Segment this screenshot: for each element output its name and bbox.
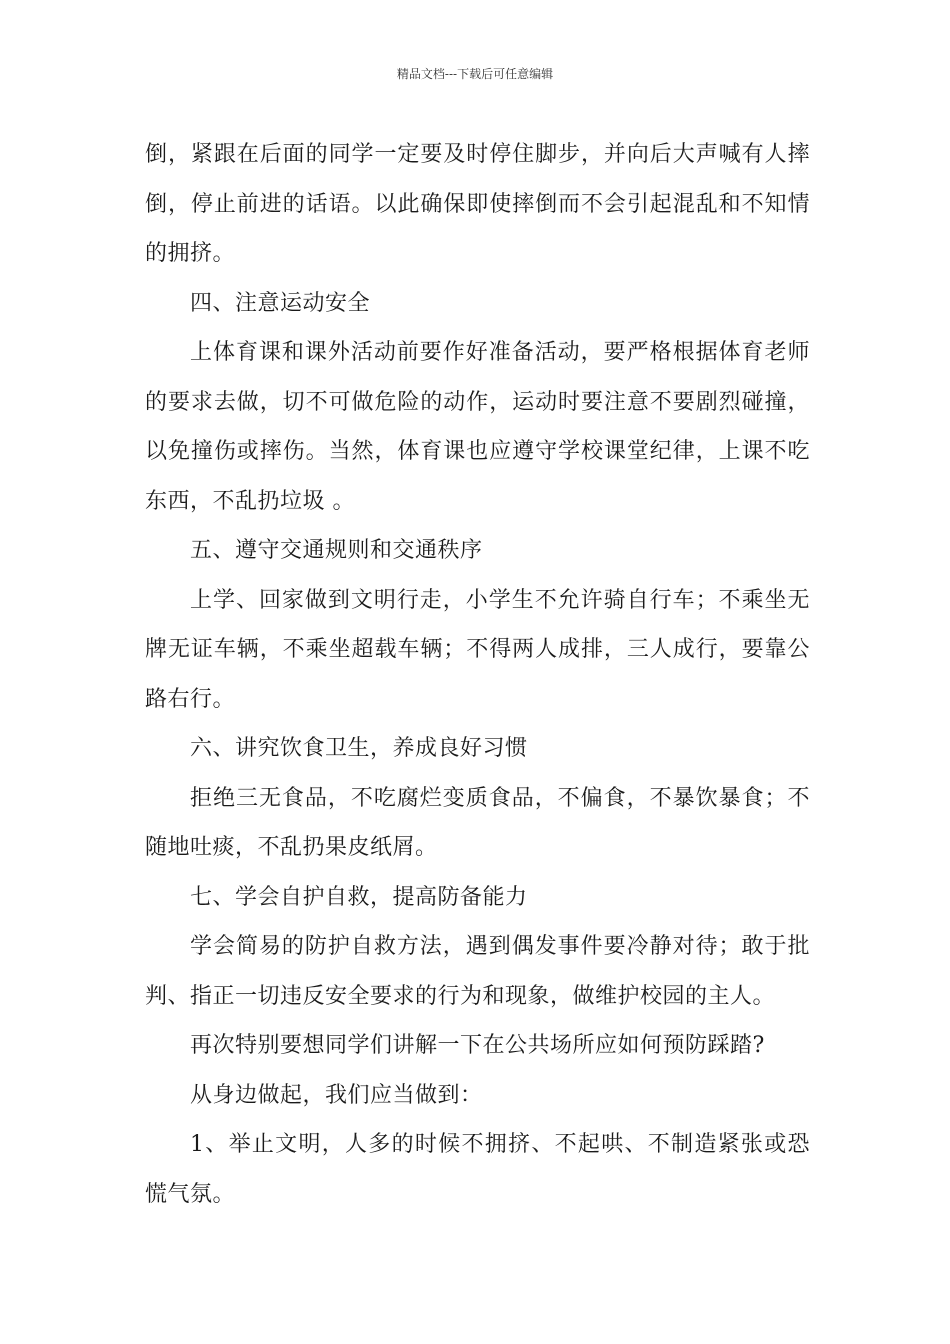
section-heading-6: 六、讲究饮食卫生，养成良好习惯 — [190, 736, 528, 761]
paragraph-sports-safety: 上体育课和课外活动前要作好准备活动，要严格根据体育老师的要求去做，切不可做危险的动作，运动时要注意不要剧烈碰撞，以免撞伤或摔伤。当然，体育课也应遵守学校课堂纪律，上课不吃东西，不乱扔垃圾 。 — [145, 340, 810, 514]
paragraph-food-hygiene: 拒绝三无食品，不吃腐烂变质食品，不偏食，不暴饮暴食；不随地吐痰，不乱扔果皮纸屑。 — [145, 785, 810, 860]
list-item-1: 1、举止文明，人多的时候不拥挤、不起哄、不制造紧张或恐慌气氛。 — [145, 1132, 810, 1207]
section-heading-7: 七、学会自护自救，提高防备能力 — [190, 884, 528, 910]
paragraph-stampede-question: 再次特别要想同学们讲解一下在公共场所应如何预防踩踏? — [190, 1033, 765, 1058]
page-header: 精品文档---下载后可任意编辑 — [396, 67, 554, 81]
section-heading-5: 五、遵守交通规则和交通秩序 — [190, 538, 483, 563]
paragraph-self-protection: 学会简易的防护自救方法，遇到偶发事件要冷静对待；敢于批判、指正一切违反安全要求的行为和现象，做维护校园的主人。 — [145, 934, 810, 1009]
document-body — [145, 130, 810, 1219]
paragraph-continuation: 倒，紧跟在后面的同学一定要及时停住脚步，并向后大声喊有人摔倒，停止前进的话语。以此确保即使摔倒而不会引起混乱和不知情的拥挤。 — [145, 142, 810, 266]
paragraph-traffic-rules: 上学、回家做到文明行走，小学生不允许骑自行车；不乘坐无牌无证车辆，不乘坐超载车辆；不得两人成排，三人成行，要靠公路右行。 — [145, 587, 810, 712]
paragraph-start-from-self: 从身边做起，我们应当做到： — [190, 1082, 483, 1108]
section-heading-4: 四、注意运动安全 — [190, 290, 371, 316]
